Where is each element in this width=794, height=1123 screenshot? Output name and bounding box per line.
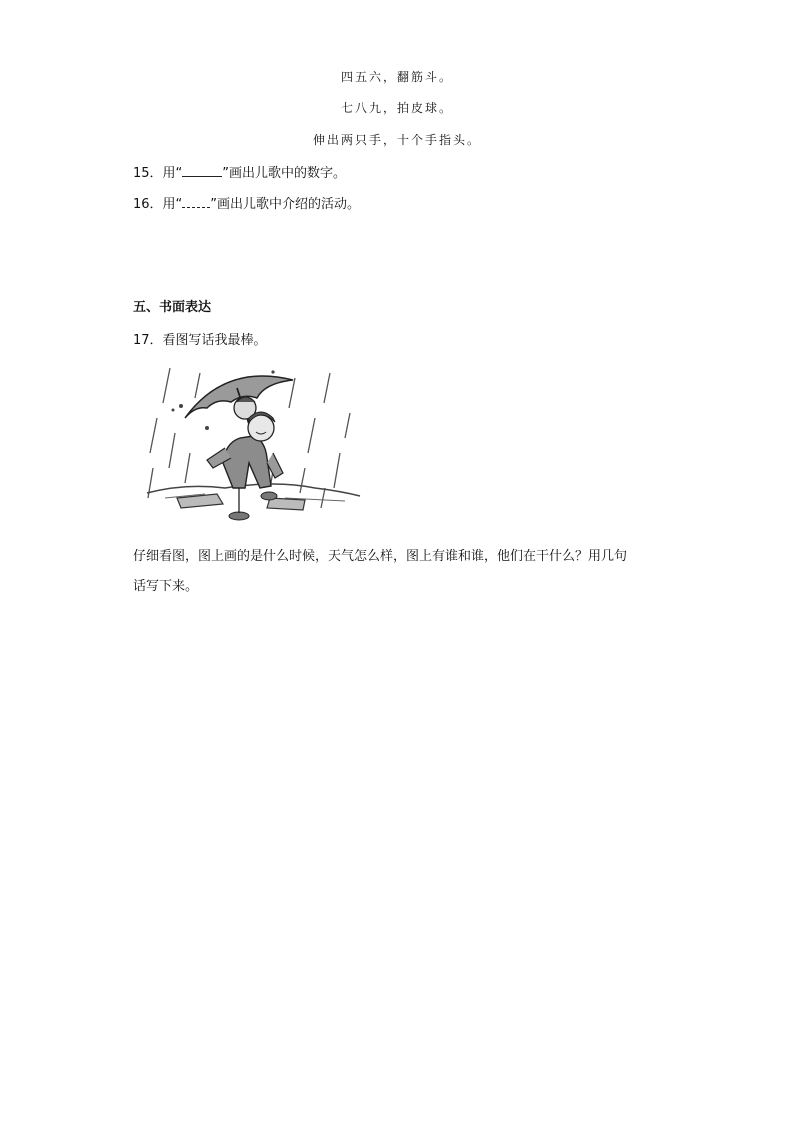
question-number: 16． xyxy=(133,197,163,212)
adult-body xyxy=(223,436,271,488)
wavy-underline-mark xyxy=(182,196,210,208)
poem-line-1: 四五六，翻筋斗。 xyxy=(340,70,453,84)
instruction-line-2: 话写下来。 xyxy=(133,579,199,594)
poem-line-2: 七八九，拍皮球。 xyxy=(340,101,453,115)
question-text-pre: 用“ xyxy=(162,197,183,212)
question-text-post: ”画出儿歌中介绍的活动。 xyxy=(210,197,361,212)
question-16 xyxy=(133,193,360,212)
section-title: 五、书面表达 xyxy=(133,300,212,315)
illustration-svg xyxy=(145,358,365,533)
question-text-post: ”画出儿歌中的数字。 xyxy=(222,166,347,181)
question-15 xyxy=(133,162,346,181)
adult-foot-right xyxy=(261,492,277,500)
question-number: 15． xyxy=(133,166,163,181)
adult-foot-left xyxy=(229,512,249,520)
instruction-line-1: 仔细看图，图上画的是什么时候，天气怎么样，图上有谁和谁，他们在干什么？用几句 xyxy=(133,549,628,564)
poem-line-3: 伸出两只手，十个手指头。 xyxy=(312,133,481,147)
question-17: 17．看图写话我最棒。 xyxy=(133,333,267,348)
solid-underline-mark xyxy=(182,165,222,177)
ground-line xyxy=(147,484,360,496)
rain-piggyback-umbrella-illustration xyxy=(145,358,365,533)
question-text-pre: 用“ xyxy=(162,166,183,181)
